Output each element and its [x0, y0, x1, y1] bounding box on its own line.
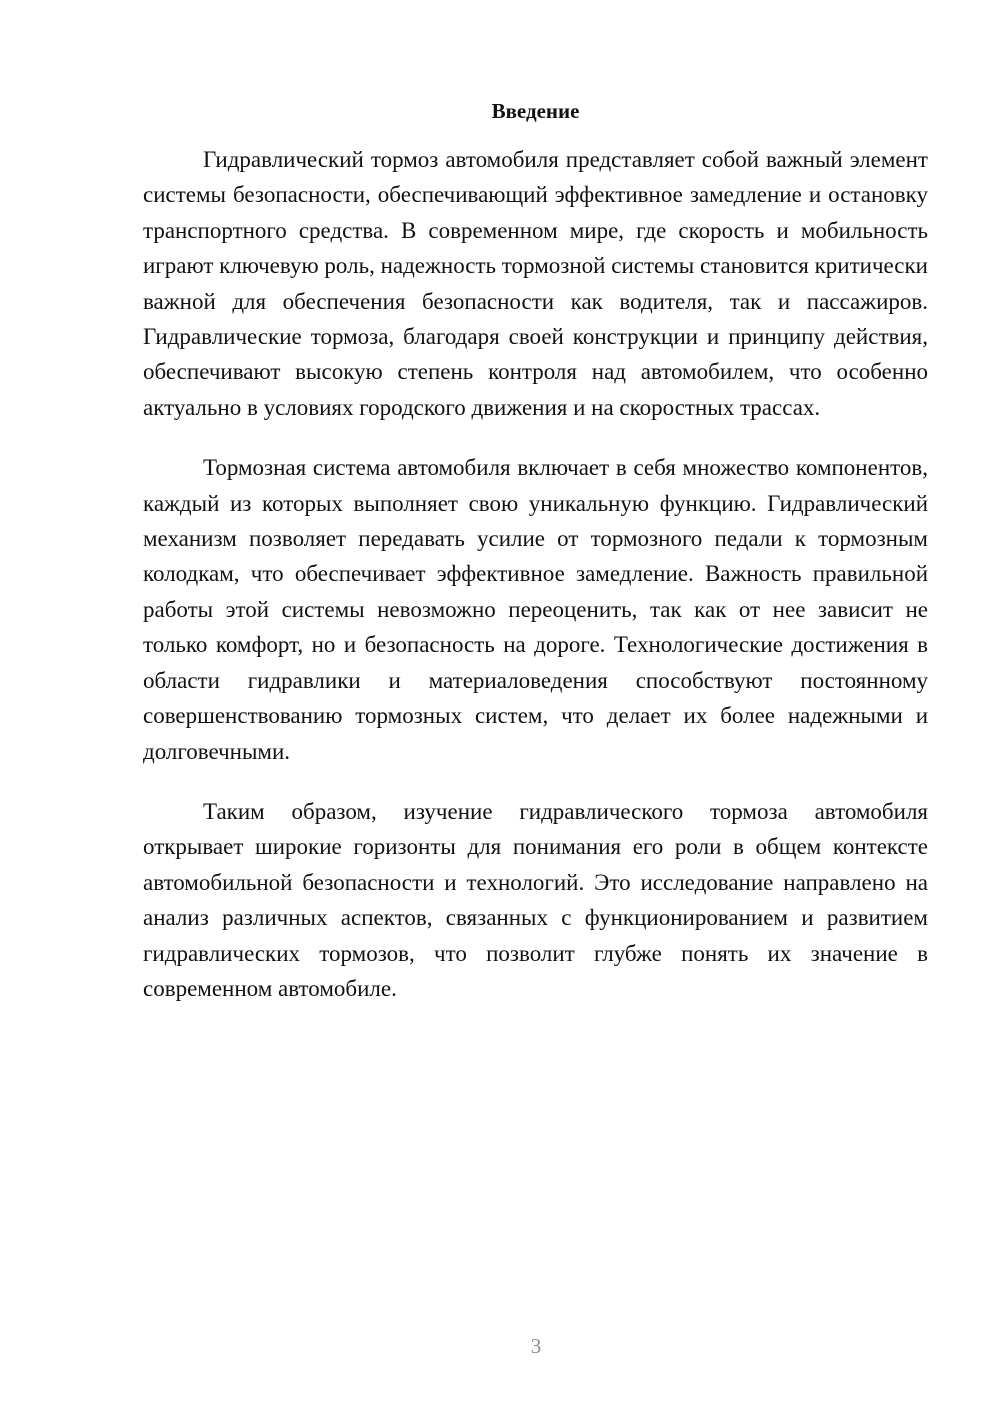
page-number: 3: [530, 1334, 542, 1358]
page-title: Введение: [491, 99, 580, 123]
paragraph-3: Таким образом, изучение гидравлического тормоза автомобиля открывает широкие горизонты для понимания его роли в общем контексте автомобильной безопасности и технологий. Это исследование направлено на анализ различных аспектов, связанных с функционированием и развитием гидравлических тормозов, что позволит глубже понять их значение в современном автомобиле.: [143, 798, 928, 1001]
paragraph-1: Гидравлический тормоз автомобиля представляет собой важный элемент системы безопасности, обеспечивающий эффективное замедление и остановку транспортного средства. В современном мире, где скорость и мобильность играют ключевую роль, надежность тормозной системы становится критически важной для обеспечения безопасности как водителя, так и пассажиров. Гидравлические тормоза, благодаря своей конструкции и принципу действия, обеспечивают высокую степень контроля над автомобилем, что особенно актуально в условиях городского движения и на скоростных трассах.: [143, 147, 928, 420]
paragraph-2: Тормозная система автомобиля включает в себя множество компонентов, каждый из которых выполняет свою уникальную функцию. Гидравлический механизм позволяет передавать усилие от тормозного педали к тормозным колодкам, что обеспечивает эффективное замедление. Важность правильной работы этой системы невозможно переоценить, так как от нее зависит не только комфорт, но и безопасность на дороге. Технологические достижения в области гидравлики и материаловедения способствуют постоянному совершенствованию тормозных систем, что делает их более надежными и долговечными.: [143, 455, 928, 764]
document-body: [143, 142, 928, 1031]
